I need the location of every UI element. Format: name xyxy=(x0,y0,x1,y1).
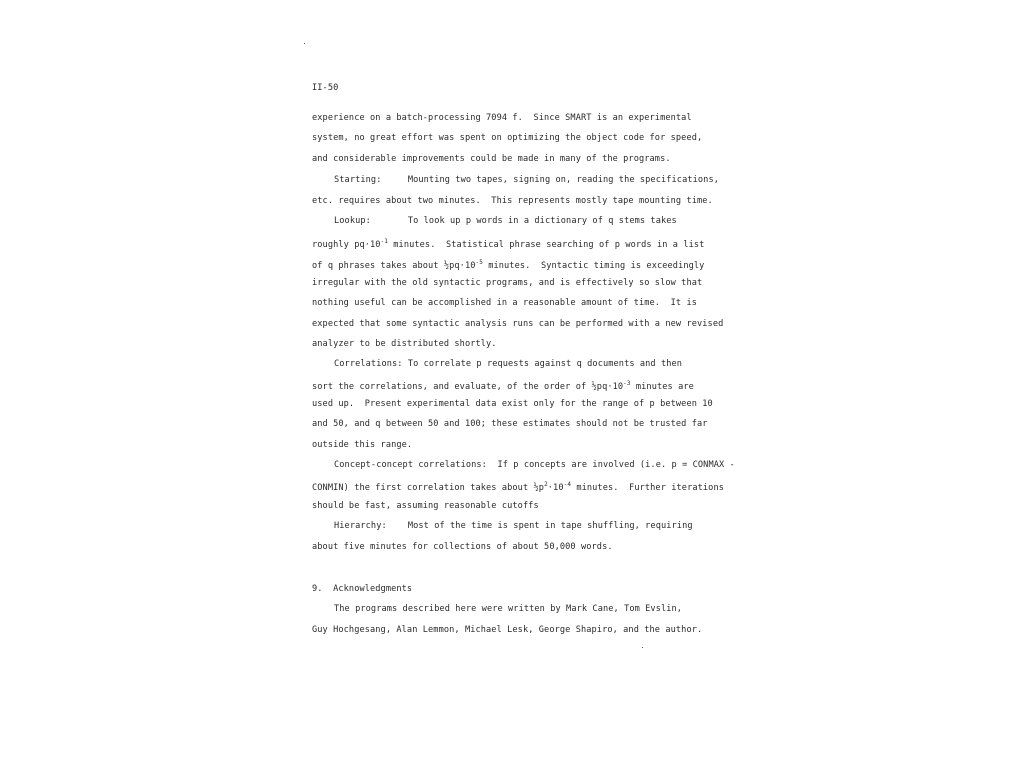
section-heading: 9. Acknowledgments xyxy=(312,584,413,594)
text-line: and considerable improvements could be made in many of the programs. xyxy=(312,154,671,164)
text-line: system, no great effort was spent on optimizing the object code for speed, xyxy=(312,133,703,143)
text-line: of q phrases takes about $\frac{1}{2}pq\cdot 10^{-5}$ minutes. Syntactic timing is exceedingly xyxy=(312,259,705,271)
text-line: and 50, and q between 50 and 100; these estimates should not be trusted far xyxy=(312,419,708,429)
text-line: outside this range. xyxy=(312,440,413,450)
text-line: about five minutes for collections of about 50,000 words. xyxy=(312,542,613,552)
scan-speck xyxy=(642,647,643,648)
text-line: The programs described here were written by Mark Cane, Tom Evslin, xyxy=(334,604,683,614)
text-line: nothing useful can be accomplished in a reasonable amount of time. It is xyxy=(312,298,697,308)
text-line: etc. requires about two minutes. This represents mostly tape mounting time. xyxy=(312,196,713,206)
text-line: used up. Present experimental data exist only for the range of p between 10 xyxy=(312,399,713,409)
text-line: Starting: Mounting two tapes, signing on, reading the specifications, xyxy=(334,175,719,185)
text-line: analyzer to be distributed shortly. xyxy=(312,339,497,349)
text-line: Correlations: To correlate p requests against q documents and then xyxy=(334,359,683,369)
page-number: II-50 xyxy=(312,83,339,93)
text-line: experience on a batch-processing 7094 f. Since SMART is an experimental xyxy=(312,113,692,123)
text-line: irregular with the old syntactic programs, and is effectively so slow that xyxy=(312,278,703,288)
text-line: roughly $pq\cdot 10^{-1}$ minutes. Statistical phrase searching of p words in a list xyxy=(312,238,705,250)
text-line: should be fast, assuming reasonable cutoffs xyxy=(312,501,539,511)
text-line: sort the correlations, and evaluate, of the order of $\frac{1}{2}pq\cdot 10^{-3}$ minutes are xyxy=(312,380,694,392)
text-line: Concept-concept correlations: If p concepts are involved (i.e. p = CONMAX - xyxy=(334,460,735,470)
text-line: CONMIN) the first correlation takes about $\frac{1}{2}p^2\cdot 10^{-4}$ minutes. Further iterations xyxy=(312,481,724,493)
text-line: expected that some syntactic analysis runs can be performed with a new revised xyxy=(312,319,724,329)
text-line: Hierarchy: Most of the time is spent in tape shuffling, requiring xyxy=(334,521,693,531)
text-line: Lookup: To look up p words in a dictionary of q stems takes xyxy=(334,216,677,226)
scan-speck xyxy=(304,43,305,44)
text-line: Guy Hochgesang, Alan Lemmon, Michael Lesk, George Shapiro, and the author. xyxy=(312,625,703,635)
